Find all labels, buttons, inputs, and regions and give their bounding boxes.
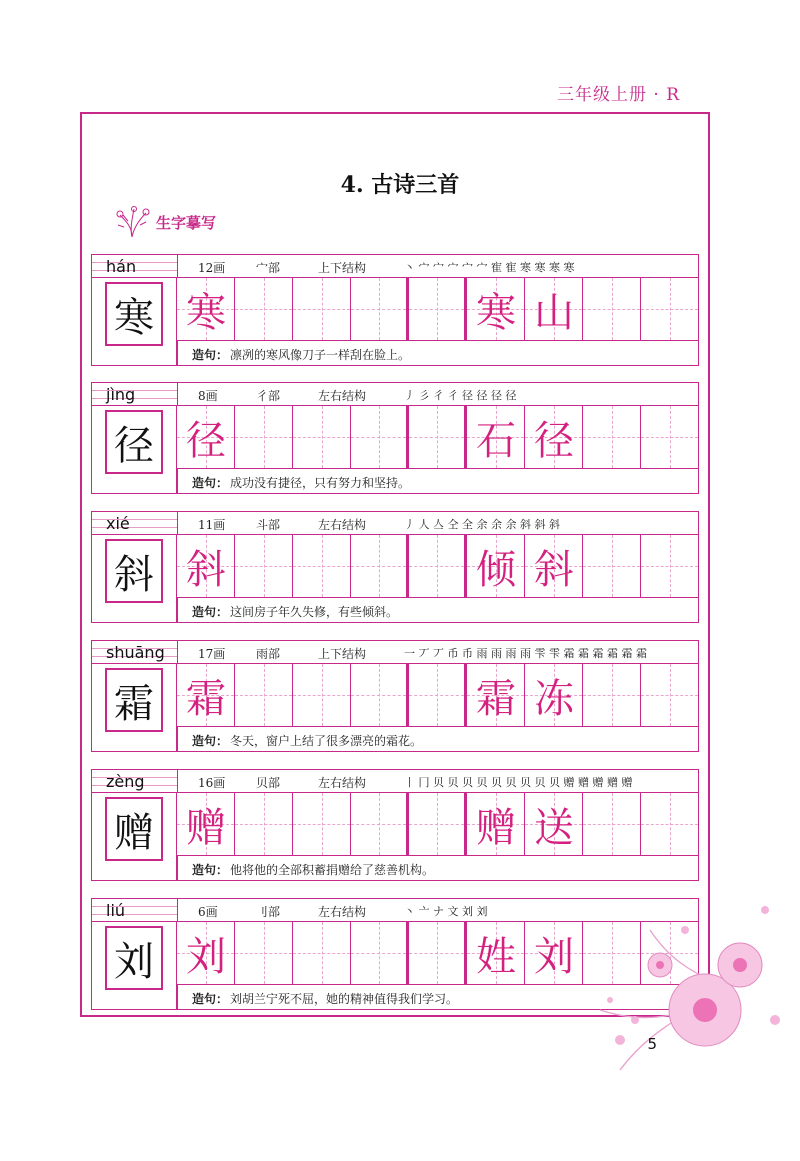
- writing-cell[interactable]: [467, 922, 525, 984]
- character-block: [91, 382, 699, 494]
- sentence-text: 刘胡兰宁死不屈，她的精神值得我们学习。: [230, 992, 459, 1006]
- pinyin-box: [91, 898, 177, 922]
- char-info: [177, 382, 699, 406]
- pinyin-box: [91, 254, 177, 278]
- writing-cell[interactable]: [525, 278, 583, 340]
- stroke-count: 11画: [198, 518, 226, 532]
- writing-cell[interactable]: [467, 278, 525, 340]
- writing-cell[interactable]: [409, 406, 467, 468]
- word-char: 径: [534, 417, 574, 464]
- flower-decoration-icon: [590, 870, 790, 1080]
- pinyin: xié: [106, 514, 130, 533]
- pinyin-box: [91, 382, 177, 406]
- stroke-count: 16画: [198, 776, 226, 790]
- stroke-order: 丶 宀 宀 宀 宀 宀 寉 寉 寒 寒 寒 寒: [404, 261, 575, 274]
- radical: 斗部: [256, 518, 281, 532]
- character-block: [91, 769, 699, 881]
- writing-cell[interactable]: [351, 406, 409, 468]
- structure: 左右结构: [318, 776, 367, 790]
- pinyin: liú: [106, 901, 126, 920]
- writing-cell[interactable]: [351, 535, 409, 597]
- main-char: 刘: [114, 938, 154, 985]
- writing-cell[interactable]: [641, 793, 699, 855]
- writing-cell[interactable]: [293, 664, 351, 726]
- char-info: [177, 769, 699, 793]
- pinyin: hán: [106, 257, 137, 276]
- stroke-order: 丿 彡 彳 彳 径 径 径 径: [404, 389, 517, 402]
- trace-char: 霜: [186, 675, 226, 722]
- writing-cell[interactable]: [525, 922, 583, 984]
- pinyin: jìng: [106, 385, 136, 404]
- writing-cell[interactable]: [641, 406, 699, 468]
- character-block: [91, 511, 699, 623]
- page-title: 4. 古诗三首: [340, 172, 460, 198]
- character-block: [91, 254, 699, 366]
- main-char-box: [105, 282, 163, 346]
- writing-cell[interactable]: [583, 664, 641, 726]
- pinyin-box: [91, 511, 177, 535]
- writing-cell[interactable]: [525, 406, 583, 468]
- writing-cell[interactable]: [583, 406, 641, 468]
- writing-cell[interactable]: [467, 406, 525, 468]
- radical: 宀部: [256, 261, 281, 275]
- writing-cell[interactable]: [235, 278, 293, 340]
- word-char: 寒: [476, 289, 516, 336]
- structure: 左右结构: [318, 389, 367, 403]
- main-char-box: [105, 668, 163, 732]
- sentence-text: 冬天，窗户上结了很多漂亮的霜花。: [230, 734, 423, 748]
- writing-grid: [177, 535, 699, 597]
- writing-cell[interactable]: [525, 664, 583, 726]
- sentence-label: 造句：: [192, 348, 229, 362]
- writing-cell[interactable]: [351, 793, 409, 855]
- writing-cell[interactable]: [293, 278, 351, 340]
- main-char: 寒: [114, 294, 154, 341]
- writing-cell[interactable]: [177, 793, 235, 855]
- char-info: [177, 640, 699, 664]
- stroke-count: 12画: [198, 261, 226, 275]
- writing-cell[interactable]: [351, 922, 409, 984]
- writing-cell[interactable]: [235, 535, 293, 597]
- writing-cell[interactable]: [293, 406, 351, 468]
- radical: 贝部: [256, 776, 281, 790]
- trace-char: 斜: [186, 546, 226, 593]
- writing-grid: [177, 406, 699, 468]
- writing-cell[interactable]: [525, 793, 583, 855]
- writing-cell[interactable]: [409, 278, 467, 340]
- sentence-label: 造句：: [192, 476, 229, 490]
- stroke-count: 6画: [198, 905, 218, 919]
- word-char: 倾: [476, 546, 516, 593]
- writing-cell[interactable]: [177, 278, 235, 340]
- main-char-box: [105, 797, 163, 861]
- stroke-order: 丶 亠 ナ 文 刘 刘: [404, 905, 488, 918]
- writing-cell[interactable]: [409, 922, 467, 984]
- writing-cell[interactable]: [235, 664, 293, 726]
- writing-cell[interactable]: [177, 535, 235, 597]
- writing-cell[interactable]: [235, 406, 293, 468]
- example-sentence: [177, 340, 699, 366]
- trace-char: 赠: [186, 804, 226, 851]
- writing-cell[interactable]: [583, 535, 641, 597]
- main-char: 径: [114, 422, 154, 469]
- writing-cell[interactable]: [177, 406, 235, 468]
- writing-cell[interactable]: [177, 664, 235, 726]
- writing-cell[interactable]: [293, 535, 351, 597]
- word-char: 霜: [476, 675, 516, 722]
- sentence-text: 凛冽的寒风像刀子一样刮在脸上。: [230, 348, 411, 362]
- word-char: 刘: [534, 933, 574, 980]
- sentence-label: 造句：: [192, 992, 229, 1006]
- sentence-label: 造句：: [192, 734, 229, 748]
- char-info: [177, 254, 699, 278]
- stroke-order: 丿 人 亼 仝 全 余 余 余 斜 斜 斜: [404, 518, 560, 531]
- stroke-count: 8画: [198, 389, 218, 403]
- structure: 上下结构: [318, 261, 367, 275]
- writing-cell[interactable]: [235, 922, 293, 984]
- writing-cell[interactable]: [641, 535, 699, 597]
- main-char-box: [105, 926, 163, 990]
- main-char: 霜: [114, 680, 154, 727]
- main-char-box: [105, 410, 163, 474]
- writing-cell[interactable]: [641, 664, 699, 726]
- stroke-order: 丨 冂 贝 贝 贝 贝 贝 贝 贝 贝 贝 赠 赠 赠 赠 赠: [404, 776, 633, 789]
- pinyin-box: [91, 769, 177, 793]
- word-char: 赠: [476, 804, 516, 851]
- trace-char: 寒: [186, 289, 226, 336]
- writing-grid: [177, 278, 699, 340]
- writing-cell[interactable]: [641, 278, 699, 340]
- structure: 上下结构: [318, 647, 367, 661]
- main-char: 斜: [114, 551, 154, 598]
- writing-grid: [177, 793, 699, 855]
- pinyin: shuāng: [106, 643, 165, 662]
- char-info: [177, 511, 699, 535]
- stroke-count: 17画: [198, 647, 226, 661]
- sentence-label: 造句：: [192, 605, 229, 619]
- example-sentence: [177, 726, 699, 752]
- sentence-text: 成功没有捷径，只有努力和坚持。: [230, 476, 411, 490]
- word-char: 山: [534, 289, 574, 336]
- example-sentence: [177, 597, 699, 623]
- writing-cell[interactable]: [409, 664, 467, 726]
- page-number: 5: [647, 1035, 657, 1053]
- radical: 刂部: [256, 905, 281, 919]
- writing-grid: [177, 664, 699, 726]
- writing-cell[interactable]: [467, 793, 525, 855]
- writing-cell[interactable]: [293, 922, 351, 984]
- radical: 雨部: [256, 647, 281, 661]
- structure: 左右结构: [318, 905, 367, 919]
- flower-icon: [112, 205, 152, 239]
- writing-cell[interactable]: [351, 664, 409, 726]
- word-char: 送: [534, 804, 574, 851]
- word-char: 姓: [476, 933, 516, 980]
- pinyin: zèng: [106, 772, 145, 791]
- sentence-text: 这间房子年久失修，有些倾斜。: [230, 605, 399, 619]
- pinyin-box: [91, 640, 177, 664]
- header-grade: 三年级上册 · R: [556, 85, 680, 105]
- word-char: 冻: [534, 675, 574, 722]
- structure: 左右结构: [318, 518, 367, 532]
- character-block: [91, 640, 699, 752]
- radical: 彳部: [256, 389, 281, 403]
- stroke-order: 一 丆 丆 币 币 雨 雨 雨 雨 雫 雫 霜 霜 霜 霜 霜 霜: [404, 647, 647, 660]
- writing-cell[interactable]: [583, 793, 641, 855]
- writing-cell[interactable]: [467, 535, 525, 597]
- writing-cell[interactable]: [409, 535, 467, 597]
- main-char: 赠: [114, 809, 154, 856]
- writing-cell[interactable]: [525, 535, 583, 597]
- writing-cell[interactable]: [177, 922, 235, 984]
- writing-cell[interactable]: [409, 793, 467, 855]
- main-char-box: [105, 539, 163, 603]
- word-char: 斜: [534, 546, 574, 593]
- section-label: [112, 205, 216, 239]
- writing-cell[interactable]: [351, 278, 409, 340]
- sentence-label: 造句：: [192, 863, 229, 877]
- example-sentence: [177, 468, 699, 494]
- sentence-text: 他将他的全部积蓄捐赠给了慈善机构。: [230, 863, 435, 877]
- trace-char: 径: [186, 417, 226, 464]
- writing-cell[interactable]: [293, 793, 351, 855]
- writing-cell[interactable]: [467, 664, 525, 726]
- section-label-text: 生字摹写: [156, 213, 217, 232]
- writing-cell[interactable]: [235, 793, 293, 855]
- trace-char: 刘: [186, 933, 226, 980]
- writing-cell[interactable]: [583, 278, 641, 340]
- word-char: 石: [476, 417, 516, 464]
